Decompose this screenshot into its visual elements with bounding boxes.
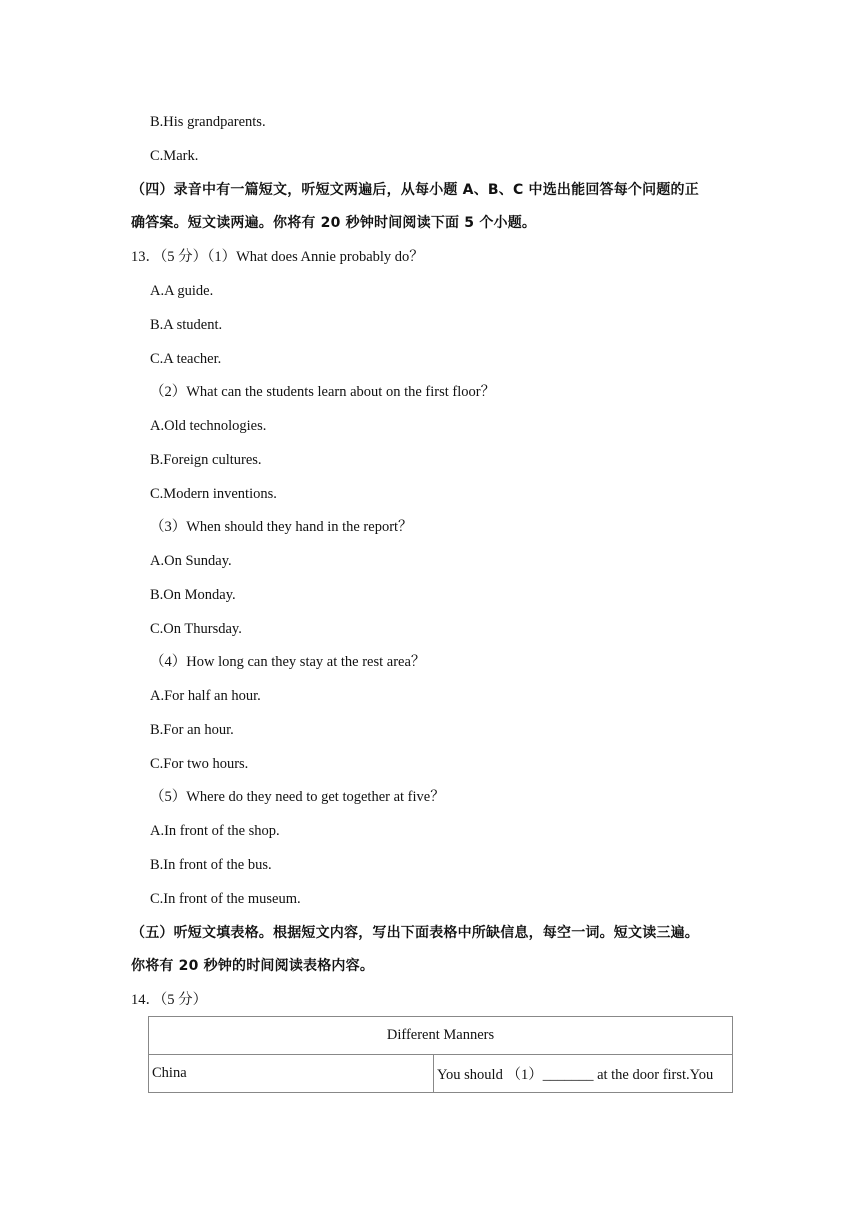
q13-header: 13．（5 分）（1）What does Annie probably do？ [131, 249, 424, 265]
q13-4-option-c: C.For two hours. [150, 756, 249, 772]
q13-1-option-c: C.A teacher. [150, 351, 222, 367]
q12-option-c: C.Mark. [150, 148, 199, 164]
q14-header: 14．（5 分） [131, 992, 208, 1008]
q13-2-option-b: B.Foreign cultures. [150, 452, 262, 468]
q13-5-question: （5）Where do they need to get together at five？ [150, 789, 445, 805]
q13-4-option-b: B.For an hour. [150, 722, 234, 738]
q13-5-option-b: B.In front of the bus. [150, 857, 272, 873]
section-4-instructions-line1: （四）录音中有一篇短文，听短文两遍后，从每小题 A、B、C 中选出能回答每个问题的正 [131, 182, 699, 198]
table-manner-cell: You should （1）_______ at the door first.You [434, 1055, 733, 1093]
table-country-cell: China [149, 1055, 434, 1093]
q13-3-option-a: A.On Sunday. [150, 553, 232, 569]
q13-2-question: （2）What can the students learn about on the first floor？ [150, 384, 496, 400]
q13-1-option-b: B.A student. [150, 317, 223, 333]
q12-option-b: B.His grandparents. [150, 114, 266, 130]
section-4-instructions-line2: 确答案。短文读两遍。你将有 20 秒钟时间阅读下面 5 个小题。 [131, 215, 537, 231]
section-5-instructions-line1: （五）听短文填表格。根据短文内容，写出下面表格中所缺信息，每空一词。短文读三遍。 [131, 925, 699, 941]
q13-2-option-a: A.Old technologies. [150, 418, 267, 434]
table-row [149, 1017, 733, 1055]
table-row [149, 1055, 733, 1093]
manners-table [148, 1016, 733, 1093]
section-5-instructions-line2: 你将有 20 秒钟的时间阅读表格内容。 [131, 958, 375, 974]
q13-3-question: （3）When should they hand in the report？ [150, 519, 413, 535]
q13-1-option-a: A.A guide. [150, 283, 214, 299]
q13-3-option-c: C.On Thursday. [150, 621, 242, 637]
q13-4-option-a: A.For half an hour. [150, 688, 261, 704]
q13-5-option-c: C.In front of the museum. [150, 891, 301, 907]
q13-4-question: （4）How long can they stay at the rest area？ [150, 654, 426, 670]
q13-3-option-b: B.On Monday. [150, 587, 236, 603]
table-title-cell: Different Manners [149, 1017, 733, 1055]
q13-5-option-a: A.In front of the shop. [150, 823, 280, 839]
q13-2-option-c: C.Modern inventions. [150, 486, 277, 502]
